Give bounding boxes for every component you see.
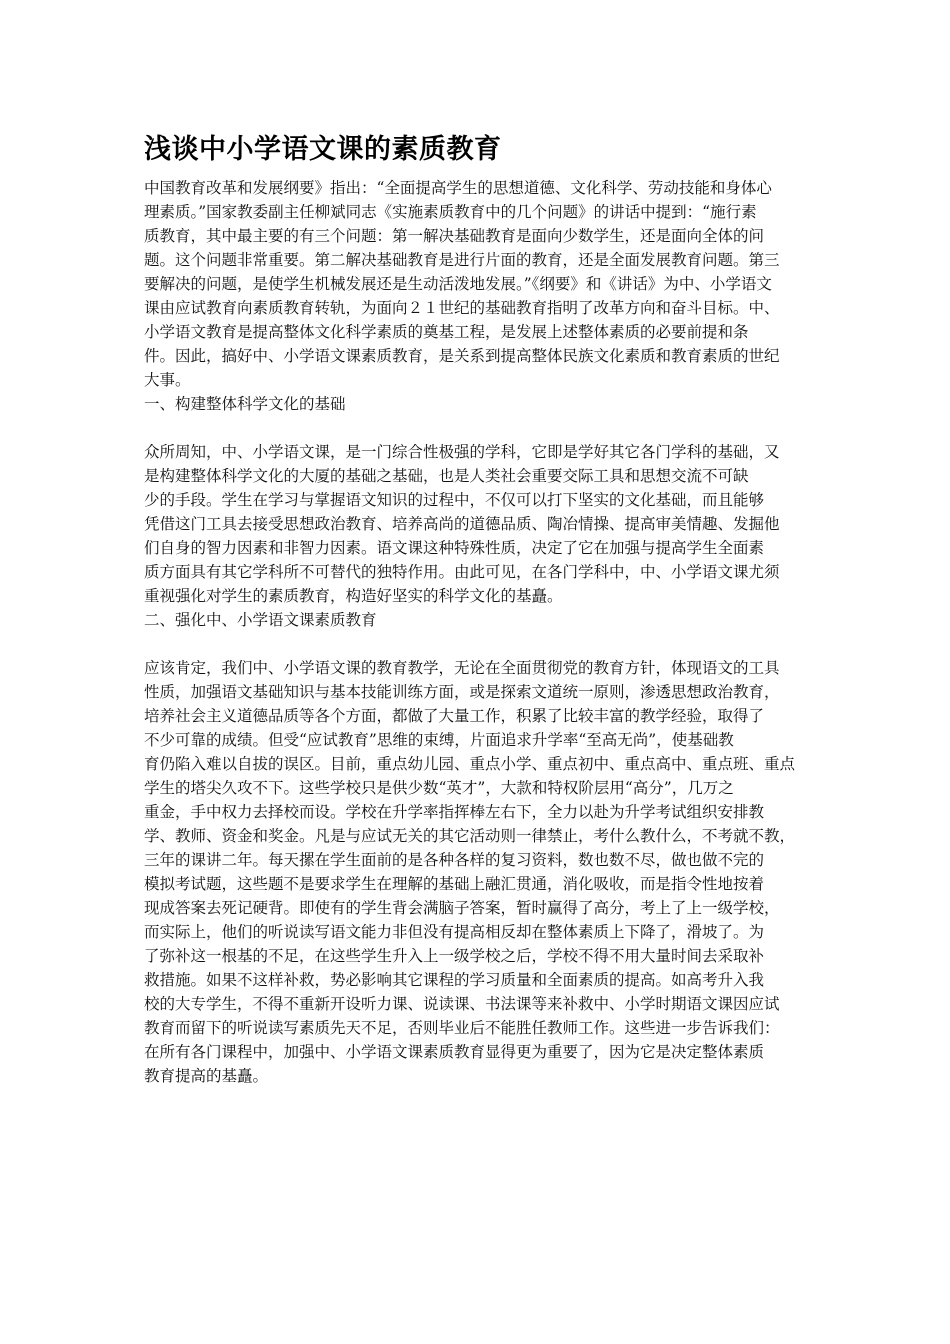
text-line: 题。这个问题非常重要。第二解决基础教育是进行片面的教育，还是全面发展教育问题。第三 (144, 251, 780, 269)
text-line: 学、教师、资金和奖金。凡是与应试无关的其它活动则一律禁止，考什么教什么，不考就不教， (144, 827, 796, 845)
text-line: 是构建整体科学文化的大厦的基础之基础，也是人类社会重要交际工具和思想交流不可缺 (144, 467, 749, 485)
text-line: 小学语文教育是提高整体文化科学素质的奠基工程，是发展上述整体素质的必要前提和条 (144, 323, 749, 341)
text-line: 重金，手中权力去择校而设。学校在升学率指挥棒左右下，全力以赴为升学考试组织安排教 (144, 803, 765, 821)
text-line: 模拟考试题，这些题不是要求学生在理解的基础上融汇贯通，消化吸收，而是指令性地按着 (144, 875, 765, 893)
text-line: 三年的课讲二年。每天摞在学生面前的是各种各样的复习资料，数也数不尽，做也做不完的 (144, 851, 765, 869)
text-line: 学生的塔尖久攻不下。这些学校只是供少数“英才”，大款和特权阶层用“高分”，几万之 (144, 779, 734, 797)
text-line: 少的手段。学生在学习与掌握语文知识的过程中，不仅可以打下坚实的文化基础，而且能够 (144, 491, 765, 509)
text-line: 二、强化中、小学语文课素质教育 (144, 611, 377, 629)
blank-line (144, 632, 814, 656)
text-line: 们自身的智力因素和非智力因素。语文课这种特殊性质，决定了它在加强与提高学生全面素 (144, 539, 765, 557)
text-line: 而实际上，他们的听说读写语文能力非但没有提高相反却在整体素质上下降了，滑坡了。为 (144, 923, 765, 941)
text-line: 了弥补这一根基的不足，在这些学生升入上一级学校之后，学校不得不用大量时间去采取补 (144, 947, 765, 965)
text-line: 质方面具有其它学科所不可替代的独特作用。由此可见，在各门学科中，中、小学语文课尤须 (144, 563, 780, 581)
text-line: 中国教育改革和发展纲要》指出：“全面提高学生的思想道德、文化科学、劳动技能和身体心 (144, 179, 772, 197)
document-title: 浅谈中小学语文课的素质教育 (144, 134, 502, 165)
text-line: 性质，加强语文基础知识与基本技能训练方面，或是探索文道统一原则，渗透思想政治教育， (144, 683, 780, 701)
text-line: 件。因此，搞好中、小学语文课素质教育，是关系到提高整体民族文化素质和教育素质的世纪 (144, 347, 780, 365)
text-line: 要解决的问题，是使学生机械发展还是生动活泼地发展。”《纲要》和《讲话》为中、小学语文 (144, 275, 772, 293)
text-line: 教育而留下的听说读写素质先天不足，否则毕业后不能胜任教师工作。这些进一步告诉我们： (144, 1019, 780, 1037)
text-line: 教育提高的基矗。 (144, 1067, 269, 1085)
text-line: 课由应试教育向素质教育转轨，为面向２１世纪的基础教育指明了改革方向和奋斗目标。中、 (144, 299, 780, 317)
text-line: 一、构建整体科学文化的基础 (144, 395, 346, 413)
text-line: 重视强化对学生的素质教育，构造好坚实的科学文化的基矗。 (144, 587, 563, 605)
text-line: 现成答案去死记硬背。即使有的学生背会满脑子答案，暂时赢得了高分，考上了上一级学校， (144, 899, 780, 917)
text-line: 众所周知，中、小学语文课，是一门综合性极强的学科，它即是学好其它各门学科的基础，又 (144, 443, 780, 461)
text-line: 培养社会主义道德品质等各个方面，都做了大量工作，积累了比较丰富的教学经验，取得了 (144, 707, 765, 725)
text-line: 不少可靠的成绩。但受“应试教育”思维的束缚，片面追求升学率“至高无尚”，使基础教 (144, 731, 734, 749)
text-line: 应该肯定，我们中、小学语文课的教育教学，无论在全面贯彻党的教育方针，体现语文的工具 (144, 659, 780, 677)
blank-line (144, 416, 814, 440)
text-line: 在所有各门课程中，加强中、小学语文课素质教育显得更为重要了，因为它是决定整体素质 (144, 1043, 765, 1061)
text-line: 育仍陷入难以自拔的误区。目前，重点幼儿园、重点小学、重点初中、重点高中、重点班、重点 (144, 755, 796, 773)
text-line: 质教育，其中最主要的有三个问题：第一解决基础教育是面向少数学生，还是面向全体的问 (144, 227, 765, 245)
text-line: 救措施。如果不这样补救，势必影响其它课程的学习质量和全面素质的提高。如高考升入我 (144, 971, 765, 989)
text-line: 校的大专学生，不得不重新开设听力课、说读课、书法课等来补救中、小学时期语文课因应试 (144, 995, 780, 1013)
document-body (144, 176, 814, 1088)
text-line: 理素质。”国家教委副主任柳斌同志《实施素质教育中的几个问题》的讲话中提到：“施行素 (144, 203, 757, 221)
text-line: 凭借这门工具去接受思想政治教育、培养高尚的道德品质、陶冶情操、提高审美情趣、发掘他 (144, 515, 780, 533)
text-line: 大事。 (144, 371, 191, 389)
